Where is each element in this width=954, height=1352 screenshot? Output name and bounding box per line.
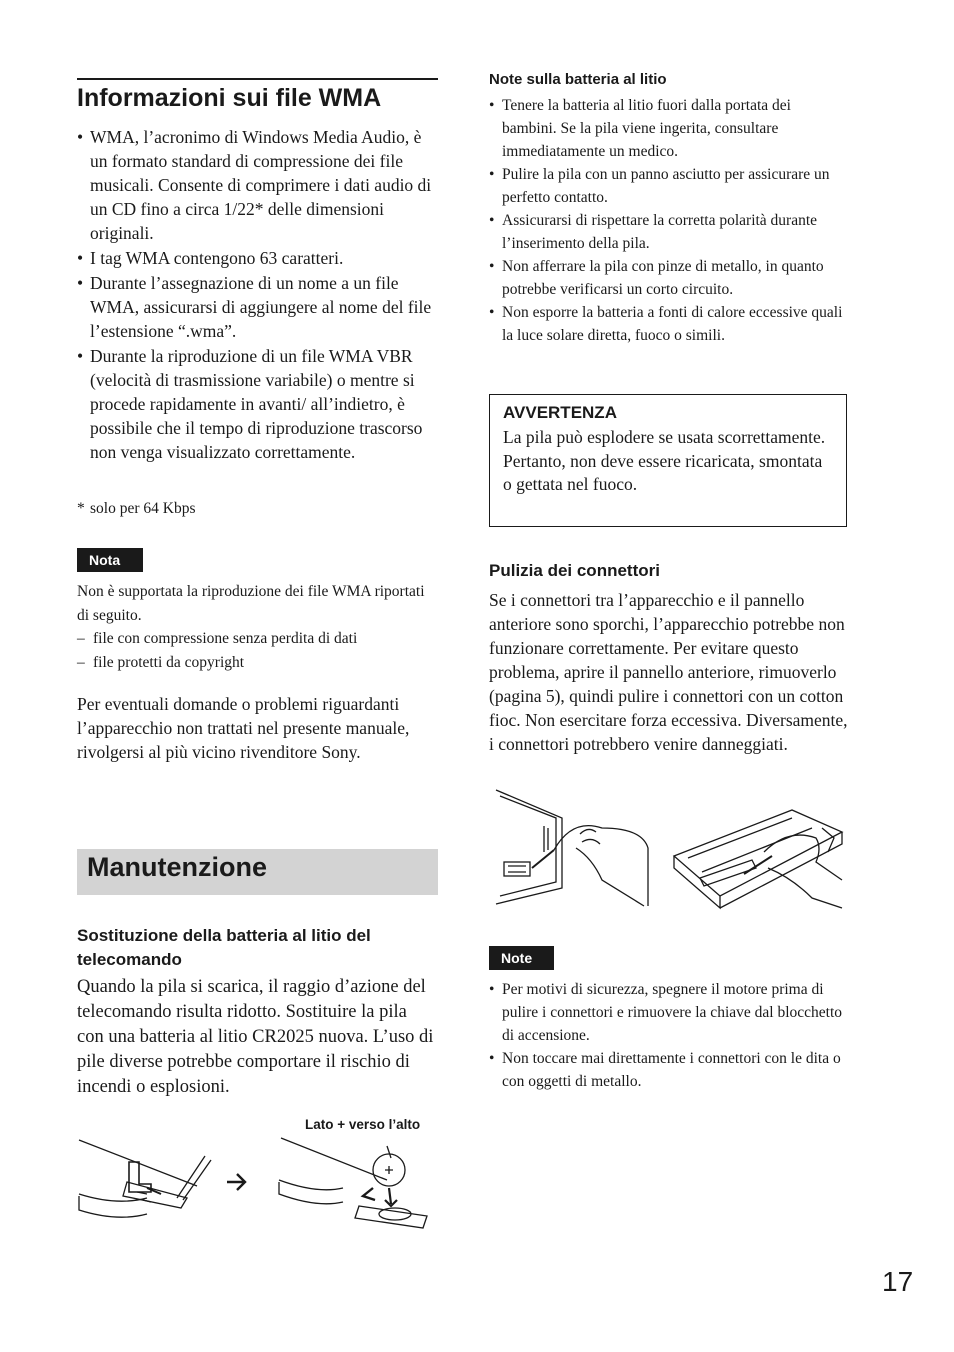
battery-paragraph: Quando la pila si scarica, il raggio d’azione del telecomando risulta ridotto. Sostituire la pila con una batteria al litio CR2025 nuova. L’uso di pile diverse potrebbe comportare il rischio di incendi o esplosioni. xyxy=(77,977,434,1097)
battery-section-title: Sostituzione della batteria al litio del telecomando xyxy=(77,926,371,969)
list-item: • Durante la riproduzione di un file WMA VBR (velocità di trasmissione variabile) o mentre si procede rapidamente in avanti/ all’indietro, è possibile che il tempo di riproduzione trascorso non venga visualizzato correttamente. xyxy=(77,344,438,464)
cleaning-section-title: Pulizia dei connettori xyxy=(489,561,660,580)
list-item: • Tenere la batteria al litio fuori dalla portata dei bambini. Se la pila viene ingerita, consultare immediatamente un medico. xyxy=(489,94,847,163)
list-item: • Non toccare mai direttamente i connettori con le dita o con oggetti di metallo. xyxy=(489,1047,847,1093)
footnote-mark: * xyxy=(77,500,85,517)
dash-mark: – xyxy=(77,630,85,647)
cleaning-paragraph: Se i connettori tra l’apparecchio e il pannello anteriore sono sporchi, l’apparecchio potrebbe non funzionare correttamente. Per evitare questo problema, aprire il pannello anteriore, rimuoverlo (pagina 5), quindi pulire i connettori con un cotton fioc. Non esercitare forza eccessiva. Diversamente, i connettori potrebbero venire danneggiati. xyxy=(489,590,848,754)
section-rule xyxy=(77,78,438,80)
nota-text: Non è supportata la riproduzione dei file WMA riportati di seguito. xyxy=(77,583,425,624)
arrow-right-icon xyxy=(225,1170,249,1194)
connector-cleaning-illustration xyxy=(492,788,848,910)
list-item: • Per motivi di sicurezza, spegnere il motore prima di pulire i connettori e rimuovere la chiave dal blocchetto di accensione. xyxy=(489,978,847,1047)
remote-battery-tray-illustration xyxy=(77,1136,217,1226)
lithium-notes-list xyxy=(489,94,847,347)
note-label: Note xyxy=(489,946,554,970)
nota-label: Nota xyxy=(77,548,143,572)
lithium-notes-title: Note sulla batteria al litio xyxy=(489,71,667,88)
list-item: • Pulire la pila con un panno asciutto per assicurare un perfetto contatto. xyxy=(489,163,847,209)
warning-text: La pila può esplodere se usata scorrettamente. Pertanto, non deve essere ricaricata, smontata o gettata nel fuoco. xyxy=(503,427,826,494)
maintenance-banner xyxy=(77,849,438,895)
list-item: • Non afferrare la pila con pinze di metallo, in quanto potrebbe verificarsi un corto circuito. xyxy=(489,255,847,301)
warning-box xyxy=(489,394,847,527)
footnote xyxy=(77,498,195,520)
list-item: • Non esporre la batteria a fonti di calore eccessive quali la luce solare diretta, fuoco o simili. xyxy=(489,301,847,347)
maintenance-title: Manutenzione xyxy=(87,852,267,882)
nota-body xyxy=(77,580,438,674)
list-item xyxy=(77,627,438,651)
list-item-text: file protetti da copyright xyxy=(93,653,245,671)
list-item-text: file con compressione senza perdita di dati xyxy=(93,630,358,647)
footnote-text: solo per 64 Kbps xyxy=(90,500,196,517)
wma-list xyxy=(77,125,438,465)
page-number: 17 xyxy=(882,1266,914,1297)
battery-side-label: Lato + verso l’alto xyxy=(305,1117,421,1132)
list-item: • WMA, l’acronimo di Windows Media Audio, è un formato standard di compressione dei file musicali. Consente di comprimere i dati audio di un CD fino a circa 1/22* delle dimensioni originali. xyxy=(77,125,438,245)
battery-insert-illustration xyxy=(277,1136,437,1236)
list-item xyxy=(77,651,438,675)
contact-paragraph: Per eventuali domande o problemi riguardanti l’apparecchio non trattati nel presente manuale, rivolgersi al più vicino rivenditore Sony. xyxy=(77,694,410,762)
warning-title: AVVERTENZA xyxy=(503,403,617,422)
list-item: • Assicurarsi di rispettare la corretta polarità durante l’inserimento della pila. xyxy=(489,209,847,255)
list-item: • I tag WMA contengono 63 caratteri. xyxy=(77,246,438,270)
dash-mark: – xyxy=(77,653,85,671)
list-item: • Durante l’assegnazione di un nome a un file WMA, assicurarsi di aggiungere al nome del file l’estensione “.wma”. xyxy=(77,271,438,343)
notes-list xyxy=(489,978,847,1093)
wma-section-title: Informazioni sui file WMA xyxy=(77,84,382,112)
